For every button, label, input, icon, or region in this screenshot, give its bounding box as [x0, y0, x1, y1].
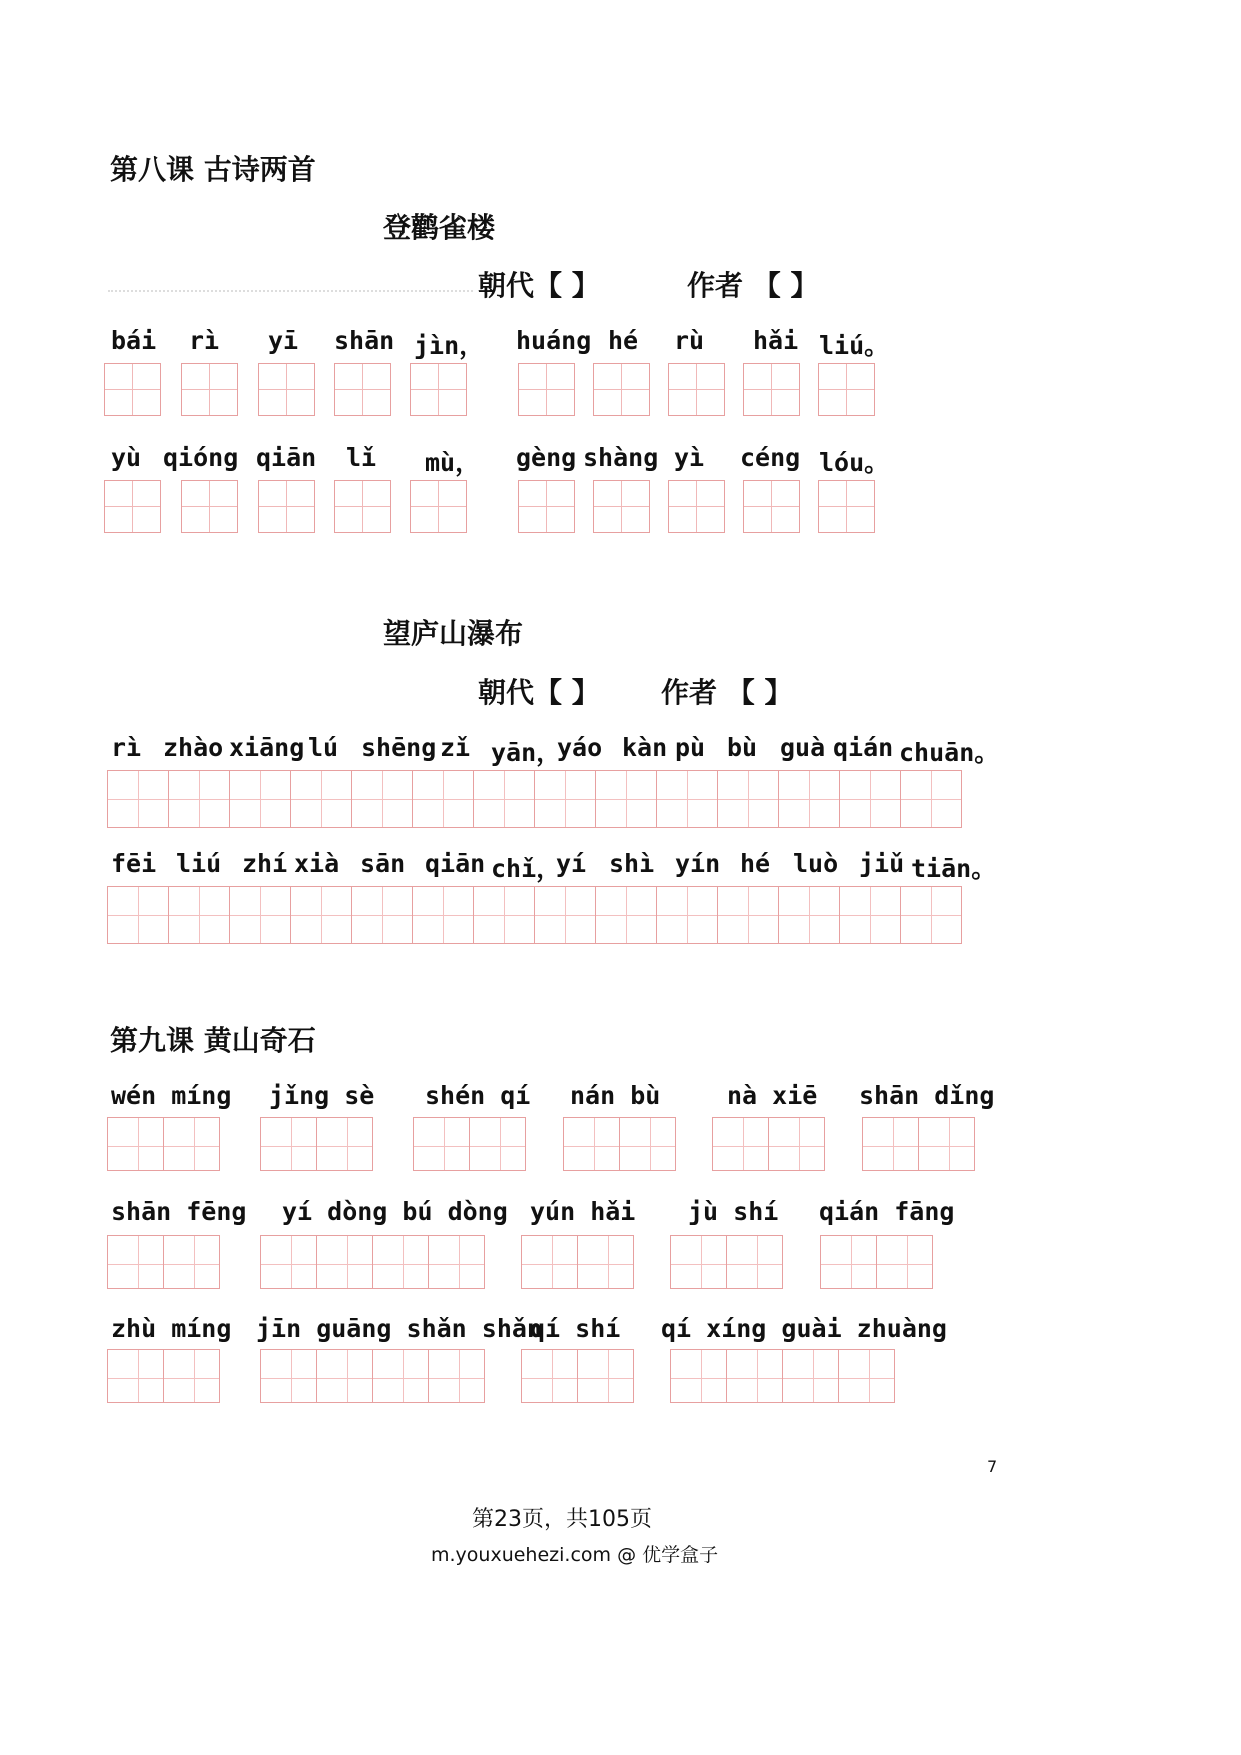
writing-box[interactable]	[258, 480, 315, 533]
poem1-author: 作者 【 】	[687, 269, 819, 302]
writing-box[interactable]	[316, 1349, 373, 1403]
pinyin: nán bù	[570, 1081, 661, 1110]
poem1-title: 登鹳雀楼	[383, 211, 496, 244]
pinyin: sān	[360, 849, 406, 878]
writing-box[interactable]	[820, 1235, 877, 1289]
writing-box[interactable]	[726, 1349, 783, 1403]
pinyin: yí	[556, 849, 587, 878]
pinyin: zhào	[163, 733, 224, 762]
pinyin: luò	[793, 849, 839, 878]
writing-box[interactable]	[181, 480, 238, 533]
pinyin: zhí	[242, 849, 288, 878]
word-box-quad[interactable]	[260, 1349, 484, 1403]
writing-box[interactable]	[229, 886, 291, 944]
lesson8-heading: 第八课 古诗两首	[110, 153, 316, 186]
writing-box[interactable]	[534, 770, 596, 828]
pinyin: gèng	[516, 443, 577, 472]
writing-box[interactable]	[107, 1117, 164, 1171]
writing-box[interactable]	[428, 1349, 485, 1403]
writing-box[interactable]	[260, 1235, 317, 1289]
writing-box[interactable]	[473, 886, 535, 944]
writing-box[interactable]	[412, 886, 474, 944]
writing-box[interactable]	[290, 770, 352, 828]
pinyin: liú。	[819, 331, 890, 360]
pinyin: liú	[176, 849, 222, 878]
writing-box[interactable]	[656, 886, 718, 944]
writing-box[interactable]	[518, 480, 575, 533]
pinyin: chǐ，	[491, 854, 562, 883]
writing-box[interactable]	[316, 1117, 373, 1171]
writing-box[interactable]	[593, 363, 650, 416]
word-box-pair[interactable]	[107, 1117, 219, 1171]
pinyin: xià	[294, 849, 340, 878]
writing-box[interactable]	[168, 770, 230, 828]
writing-box[interactable]	[229, 770, 291, 828]
writing-box[interactable]	[473, 770, 535, 828]
writing-box[interactable]	[104, 480, 161, 533]
writing-box[interactable]	[918, 1117, 975, 1171]
writing-box[interactable]	[577, 1349, 634, 1403]
pinyin: mù，	[425, 448, 481, 477]
writing-box[interactable]	[351, 886, 413, 944]
pinyin: kàn	[622, 733, 668, 762]
word-box-pair[interactable]	[820, 1235, 932, 1289]
word-box-quad[interactable]	[670, 1349, 894, 1403]
writing-box[interactable]	[717, 886, 779, 944]
writing-box[interactable]	[743, 480, 800, 533]
writing-box[interactable]	[668, 480, 725, 533]
pinyin: lǐ	[346, 443, 377, 472]
writing-box[interactable]	[900, 886, 962, 944]
pinyin: jiǔ	[859, 849, 905, 878]
pinyin: jìn，	[414, 331, 485, 360]
writing-box[interactable]	[712, 1117, 769, 1171]
pinyin: qiān	[425, 849, 486, 878]
pinyin: hǎi	[753, 326, 799, 355]
writing-box[interactable]	[163, 1235, 220, 1289]
writing-box[interactable]	[168, 886, 230, 944]
writing-box[interactable]	[595, 886, 657, 944]
pinyin: shān dǐng	[859, 1081, 995, 1110]
pinyin: yín	[675, 849, 721, 878]
pinyin: jù shí	[688, 1197, 779, 1226]
pinyin: shān fēng	[111, 1197, 247, 1226]
pinyin: céng	[740, 443, 801, 472]
pinyin: bù	[727, 733, 758, 762]
word-box-pair[interactable]	[712, 1117, 824, 1171]
writing-box[interactable]	[670, 1349, 727, 1403]
writing-box[interactable]	[163, 1117, 220, 1171]
word-box-pair[interactable]	[563, 1117, 675, 1171]
pinyin: jǐng sè	[269, 1081, 375, 1110]
writing-box[interactable]	[876, 1235, 933, 1289]
pinyin: qí shí	[530, 1314, 621, 1343]
writing-box[interactable]	[334, 363, 391, 416]
word-box-pair[interactable]	[107, 1349, 219, 1403]
writing-box[interactable]	[726, 1235, 783, 1289]
writing-box[interactable]	[595, 770, 657, 828]
pinyin: tiān。	[911, 854, 997, 883]
word-box-quad[interactable]	[260, 1235, 484, 1289]
writing-box[interactable]	[107, 1235, 164, 1289]
word-box-pair[interactable]	[413, 1117, 525, 1171]
writing-box[interactable]	[656, 770, 718, 828]
pinyin: shén qí	[425, 1081, 531, 1110]
pinyin: qiān	[256, 443, 317, 472]
poem1-dynasty: 朝代【 】	[478, 269, 600, 302]
writing-box[interactable]	[743, 363, 800, 416]
writing-box[interactable]	[316, 1235, 373, 1289]
dotted-line	[108, 290, 473, 292]
writing-box[interactable]	[428, 1235, 485, 1289]
pinyin: zǐ	[440, 733, 471, 762]
writing-box[interactable]	[862, 1117, 919, 1171]
writing-box[interactable]	[258, 363, 315, 416]
word-box-pair[interactable]	[521, 1349, 633, 1403]
pinyin: yī	[268, 326, 299, 355]
writing-box[interactable]	[534, 886, 596, 944]
writing-box[interactable]	[619, 1117, 676, 1171]
writing-box[interactable]	[521, 1235, 578, 1289]
pinyin: fēi	[111, 849, 157, 878]
pinyin: yù	[111, 443, 142, 472]
writing-box[interactable]	[782, 1349, 839, 1403]
writing-box[interactable]	[107, 1349, 164, 1403]
pinyin: rù	[674, 326, 705, 355]
pinyin: chuān。	[899, 738, 1000, 767]
writing-box[interactable]	[518, 363, 575, 416]
pinyin: hé	[608, 326, 639, 355]
writing-box[interactable]	[104, 363, 161, 416]
pinyin: hé	[740, 849, 771, 878]
pinyin: rì	[111, 733, 142, 762]
poem2-author: 作者 【 】	[661, 676, 793, 709]
pinyin: shān	[334, 326, 395, 355]
writing-box[interactable]	[163, 1349, 220, 1403]
writing-box[interactable]	[290, 886, 352, 944]
writing-box[interactable]	[351, 770, 413, 828]
poem2-title: 望庐山瀑布	[383, 617, 524, 650]
pinyin: wén míng	[111, 1081, 232, 1110]
writing-box[interactable]	[413, 1117, 470, 1171]
writing-box[interactable]	[107, 770, 169, 828]
word-box-pair[interactable]	[107, 1235, 219, 1289]
pinyin: jīn guāng shǎn shǎn	[256, 1314, 542, 1343]
pinyin: qí xíng guài zhuàng	[661, 1314, 947, 1343]
writing-box[interactable]	[839, 770, 901, 828]
writing-box[interactable]	[839, 886, 901, 944]
writing-box[interactable]	[717, 770, 779, 828]
pinyin: guà	[780, 733, 826, 762]
writing-box[interactable]	[410, 363, 467, 416]
pinyin: shàng	[583, 443, 659, 472]
lesson9-heading: 第九课 黄山奇石	[110, 1024, 316, 1057]
writing-box[interactable]	[778, 770, 840, 828]
word-box-pair[interactable]	[260, 1117, 372, 1171]
pinyin: yí dòng bú dòng	[282, 1197, 508, 1226]
writing-box[interactable]	[778, 886, 840, 944]
site-watermark: m.youxuehezi.com @ 优学盒子	[431, 1544, 719, 1566]
pinyin: qióng	[163, 443, 239, 472]
pinyin: qián fāng	[819, 1197, 955, 1226]
pinyin: yān，	[491, 738, 562, 767]
word-box-pair[interactable]	[670, 1235, 782, 1289]
writing-box[interactable]	[181, 363, 238, 416]
pinyin: pù	[675, 733, 706, 762]
pinyin: yáo	[557, 733, 603, 762]
writing-box[interactable]	[469, 1117, 526, 1171]
pinyin: yún hǎi	[530, 1197, 636, 1226]
pinyin: shēng	[361, 733, 437, 762]
writing-box[interactable]	[372, 1349, 429, 1403]
poem2-line1-boxes[interactable]	[107, 770, 961, 828]
word-box-pair[interactable]	[521, 1235, 633, 1289]
pinyin: lóu。	[819, 448, 890, 477]
writing-box[interactable]	[670, 1235, 727, 1289]
poem2-dynasty: 朝代【 】	[478, 676, 600, 709]
writing-box[interactable]	[838, 1349, 895, 1403]
writing-box[interactable]	[260, 1117, 317, 1171]
writing-box[interactable]	[668, 363, 725, 416]
writing-box[interactable]	[260, 1349, 317, 1403]
writing-box[interactable]	[563, 1117, 620, 1171]
pinyin: rì	[189, 326, 220, 355]
page-number: 7	[987, 1457, 998, 1476]
writing-box[interactable]	[818, 363, 875, 416]
pinyin: lú	[308, 733, 339, 762]
writing-box[interactable]	[577, 1235, 634, 1289]
word-box-pair[interactable]	[862, 1117, 974, 1171]
writing-box[interactable]	[768, 1117, 825, 1171]
pinyin: shì	[609, 849, 655, 878]
writing-box[interactable]	[900, 770, 962, 828]
pinyin: yì	[674, 443, 705, 472]
poem2-line2-boxes[interactable]	[107, 886, 961, 944]
pinyin: bái	[111, 326, 157, 355]
writing-box[interactable]	[410, 480, 467, 533]
pinyin: huáng	[516, 326, 592, 355]
pinyin: xiāng	[229, 733, 305, 762]
writing-box[interactable]	[593, 480, 650, 533]
writing-box[interactable]	[412, 770, 474, 828]
writing-box[interactable]	[521, 1349, 578, 1403]
page-footer: 第23页，共105页	[472, 1507, 652, 1532]
pinyin: qián	[833, 733, 894, 762]
writing-box[interactable]	[372, 1235, 429, 1289]
writing-box[interactable]	[334, 480, 391, 533]
writing-box[interactable]	[107, 886, 169, 944]
writing-box[interactable]	[818, 480, 875, 533]
pinyin: zhù míng	[111, 1314, 232, 1343]
pinyin: nà xiē	[727, 1081, 818, 1110]
